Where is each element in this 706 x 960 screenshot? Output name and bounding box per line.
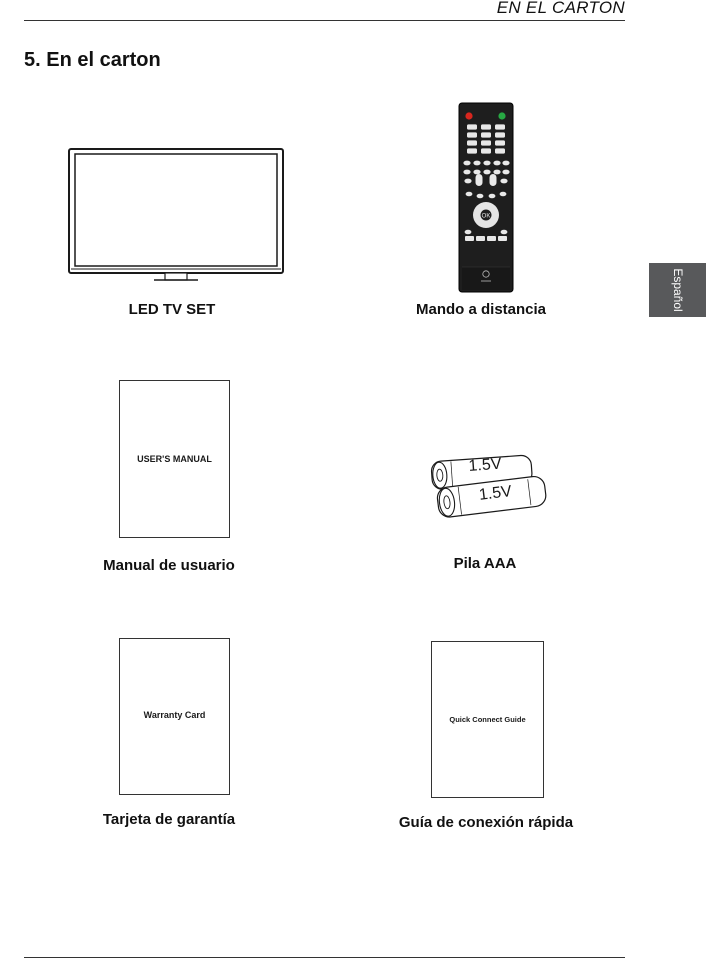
remote-control-illustration bbox=[458, 102, 514, 293]
language-tab-label: Español bbox=[670, 268, 685, 312]
remote-function-key bbox=[493, 170, 500, 175]
battery-bottom-label: 1.5V bbox=[478, 482, 513, 504]
remote-power-button bbox=[465, 112, 472, 119]
quick-guide-booklet bbox=[431, 641, 544, 798]
remote-function-key bbox=[463, 170, 470, 175]
remote-rocker-key bbox=[476, 174, 483, 186]
warranty-card-cover-text: Warranty Card bbox=[143, 710, 206, 720]
manual-caption: Manual de usuario bbox=[103, 557, 235, 574]
remote-color-key bbox=[487, 236, 496, 241]
remote-function-key bbox=[466, 192, 473, 197]
quick-guide-caption: Guía de conexión rápida bbox=[398, 814, 574, 831]
remote-ok-label: OK bbox=[481, 213, 491, 220]
remote-number-key bbox=[495, 140, 505, 145]
remote-number-key bbox=[481, 148, 491, 153]
running-header: EN EL CARTON bbox=[496, 0, 625, 17]
remote-number-key bbox=[467, 148, 477, 153]
remote-number-key bbox=[495, 124, 505, 129]
remote-number-key bbox=[495, 148, 505, 153]
remote-color-key bbox=[476, 236, 485, 241]
remote-function-key bbox=[477, 194, 484, 199]
remote-number-key bbox=[481, 132, 491, 137]
battery-top-label: 1.5V bbox=[468, 455, 503, 475]
remote-function-key bbox=[463, 161, 470, 166]
header-rule bbox=[24, 20, 625, 21]
remote-number-key bbox=[481, 124, 491, 129]
remote-number-key bbox=[467, 140, 477, 145]
remote-function-key bbox=[464, 179, 471, 184]
battery-caption: Pila AAA bbox=[453, 555, 517, 572]
remote-function-key bbox=[502, 161, 509, 166]
remote-function-key bbox=[502, 170, 509, 175]
remote-function-key bbox=[500, 192, 507, 197]
remote-function-key bbox=[473, 161, 480, 166]
users-manual-booklet bbox=[119, 380, 230, 538]
remote-caption: Mando a distancia bbox=[415, 301, 547, 318]
remote-input-button bbox=[498, 112, 505, 119]
users-manual-cover-text: USER'S MANUAL bbox=[137, 454, 212, 464]
remote-rocker-key bbox=[490, 174, 497, 186]
remote-function-key bbox=[473, 170, 480, 175]
warranty-caption: Tarjeta de garantía bbox=[102, 811, 236, 828]
tv-caption: LED TV SET bbox=[128, 301, 216, 318]
remote-function-key bbox=[483, 161, 490, 166]
remote-number-key bbox=[467, 124, 477, 129]
section-title: 5. En el carton bbox=[24, 49, 161, 71]
remote-function-key bbox=[483, 170, 490, 175]
remote-function-key bbox=[489, 194, 496, 199]
remote-number-key bbox=[481, 140, 491, 145]
warranty-card-booklet bbox=[119, 638, 230, 795]
remote-function-key bbox=[500, 179, 507, 184]
remote-function-key bbox=[501, 230, 508, 235]
remote-number-key bbox=[495, 132, 505, 137]
remote-function-key bbox=[465, 230, 472, 235]
remote-color-key bbox=[465, 236, 474, 241]
remote-function-key bbox=[493, 161, 500, 166]
language-tab[interactable] bbox=[649, 263, 706, 317]
led-tv-illustration bbox=[68, 148, 284, 282]
remote-number-key bbox=[467, 132, 477, 137]
quick-guide-cover-text: Quick Connect Guide bbox=[449, 715, 526, 724]
remote-color-key bbox=[498, 236, 507, 241]
footer-rule bbox=[24, 957, 625, 958]
